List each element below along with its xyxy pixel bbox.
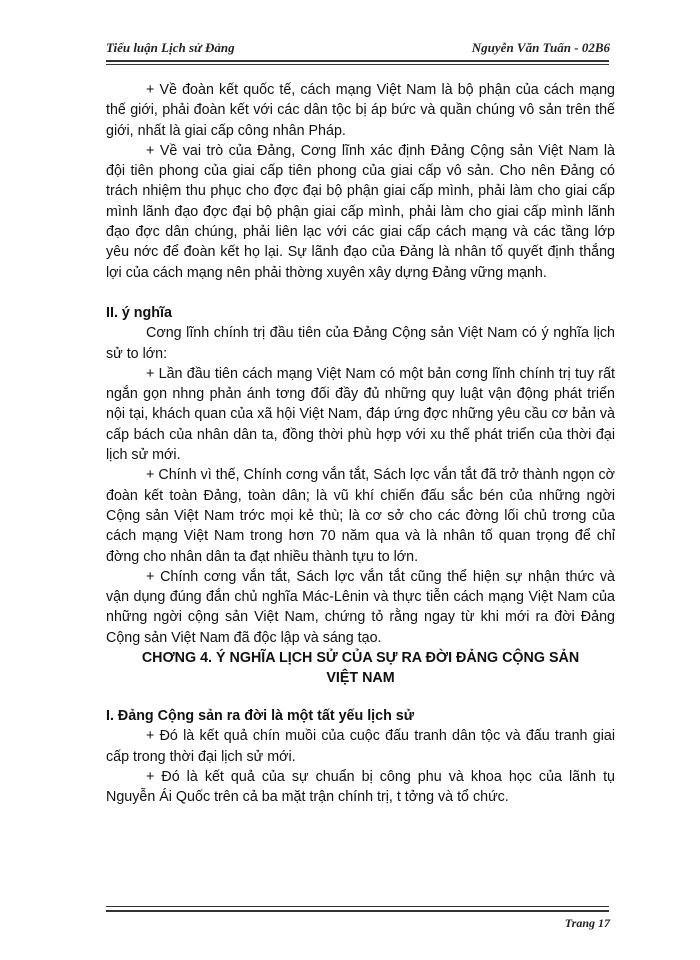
page-number: Trang 17 [564, 916, 610, 930]
header-author: Nguyễn Văn Tuấn - 02B6 [471, 40, 610, 55]
header-rule-thin [106, 64, 609, 65]
header-title: Tiểu luận Lịch sử Đảng [106, 40, 235, 55]
paragraph-banner-of-unity: + Chính vì thế, Chính cơng vắn tắt, Sách lợc vắn tắt đã trở thành ngọn cờ đoàn kết toàn Đảng, toàn dân; là vũ khí chiến đấu sắc bén của những ngời Cộng sản Việt Nam trớc mọi kẻ thù; là cơ sở cho các đờng lối chủ trơng của cách mạng Việt Nam trong hơn 70 năm qua và là nhân tố quan trọng để chỉ đờng cho nhân dân ta đạt nhiều thành tựu to lớn. [106, 467, 615, 565]
section-heading-significance: II. ý nghĩa [106, 304, 172, 321]
paragraph-mature-result: + Đó là kết quả chín muồi của cuộc đấu tranh dân tộc và đấu tranh giai cấp trong thời đại lịch sử mới. [106, 728, 615, 765]
chapter-heading-line1: CHƠNG 4. Ý NGHĨA LỊCH SỬ CỦA SỰ RA ĐỜI ĐẢNG CỘNG SẢN [141, 650, 580, 667]
chapter-heading-line2: VIỆT NAM [326, 670, 395, 687]
document-body [106, 80, 615, 808]
paragraph-marxism-application: + Chính cơng vắn tắt, Sách lợc vắn tắt cũng thể hiện sự nhận thức và vận dụng đúng đắn chủ nghĩa Mác-Lênin và thực tiễn cách mạng Việt Nam của những ngời cộng sản Việt Nam, chứng tỏ rằng ngay từ khi mới ra đời Đảng Cộng sản Việt Nam đã độc lập và sáng tạo. [106, 568, 615, 646]
paragraph-preparation-result: + Đó là kết quả của sự chuẩn bị công phu và khoa học của lãnh tụ Nguyễn Ái Quốc trên cả ba mặt trận chính trị, t tởng và tổ chức. [106, 768, 615, 806]
paragraph-international-solidarity: + Về đoàn kết quốc tế, cách mạng Việt Nam là bộ phận của cách mạng thế giới, phải đoàn kết với các dân tộc bị áp bức và quần chúng vô sản trên thế giới, nhất là giai cấp công nhân Pháp. [106, 82, 615, 139]
paragraph-platform-significance: Cơng lĩnh chính trị đầu tiên của Đảng Cộng sản Việt Nam có ý nghĩa lịch sử to lớn: [106, 325, 615, 362]
footer-rule-thin [106, 906, 609, 907]
section-heading-historical-necessity: I. Đảng Cộng sản ra đời là một tất yếu lịch sử [106, 708, 415, 725]
paragraph-first-platform: + Lần đầu tiên cách mạng Việt Nam có một bản cơng lĩnh chính trị tuy rất ngắn gọn nhng phản ánh tơng đối đầy đủ những quy luật vận động phát triển nội tại, khách quan của xã hội Việt Nam, đáp ứng đợc những yêu cầu cơ bản và cấp bách của nhân dân ta, đồng thời phù hợp với xu thế phát triển của thời đại lịch sử mới. [106, 365, 615, 464]
header-rule-thick [106, 60, 609, 62]
paragraph-party-role: + Về vai trò của Đảng, Cơng lĩnh xác định Đảng Cộng sản Việt Nam là đội tiên phong của giai cấp tiên phong của giai cấp vô sản. Cho nên Đảng có trách nhiệm thu phục cho đợc đại bộ phận giai cấp mình, phải làm cho giai cấp mình lãnh đạo đợc đại bộ phận giai cấp mình, phải làm cho giai cấp mình lãnh đạo đợc dân chúng, phải liên lạc với các giai cấp cách mạng và các tầng lớp yêu nớc để đoàn kết họ lại. Sự lãnh đạo của Đảng là nhân tố quyết định thắng lợi của cách mạng nên phải thờng xuyên xây dựng Đảng vững mạnh. [106, 142, 615, 281]
footer-rule-thick [106, 910, 609, 912]
